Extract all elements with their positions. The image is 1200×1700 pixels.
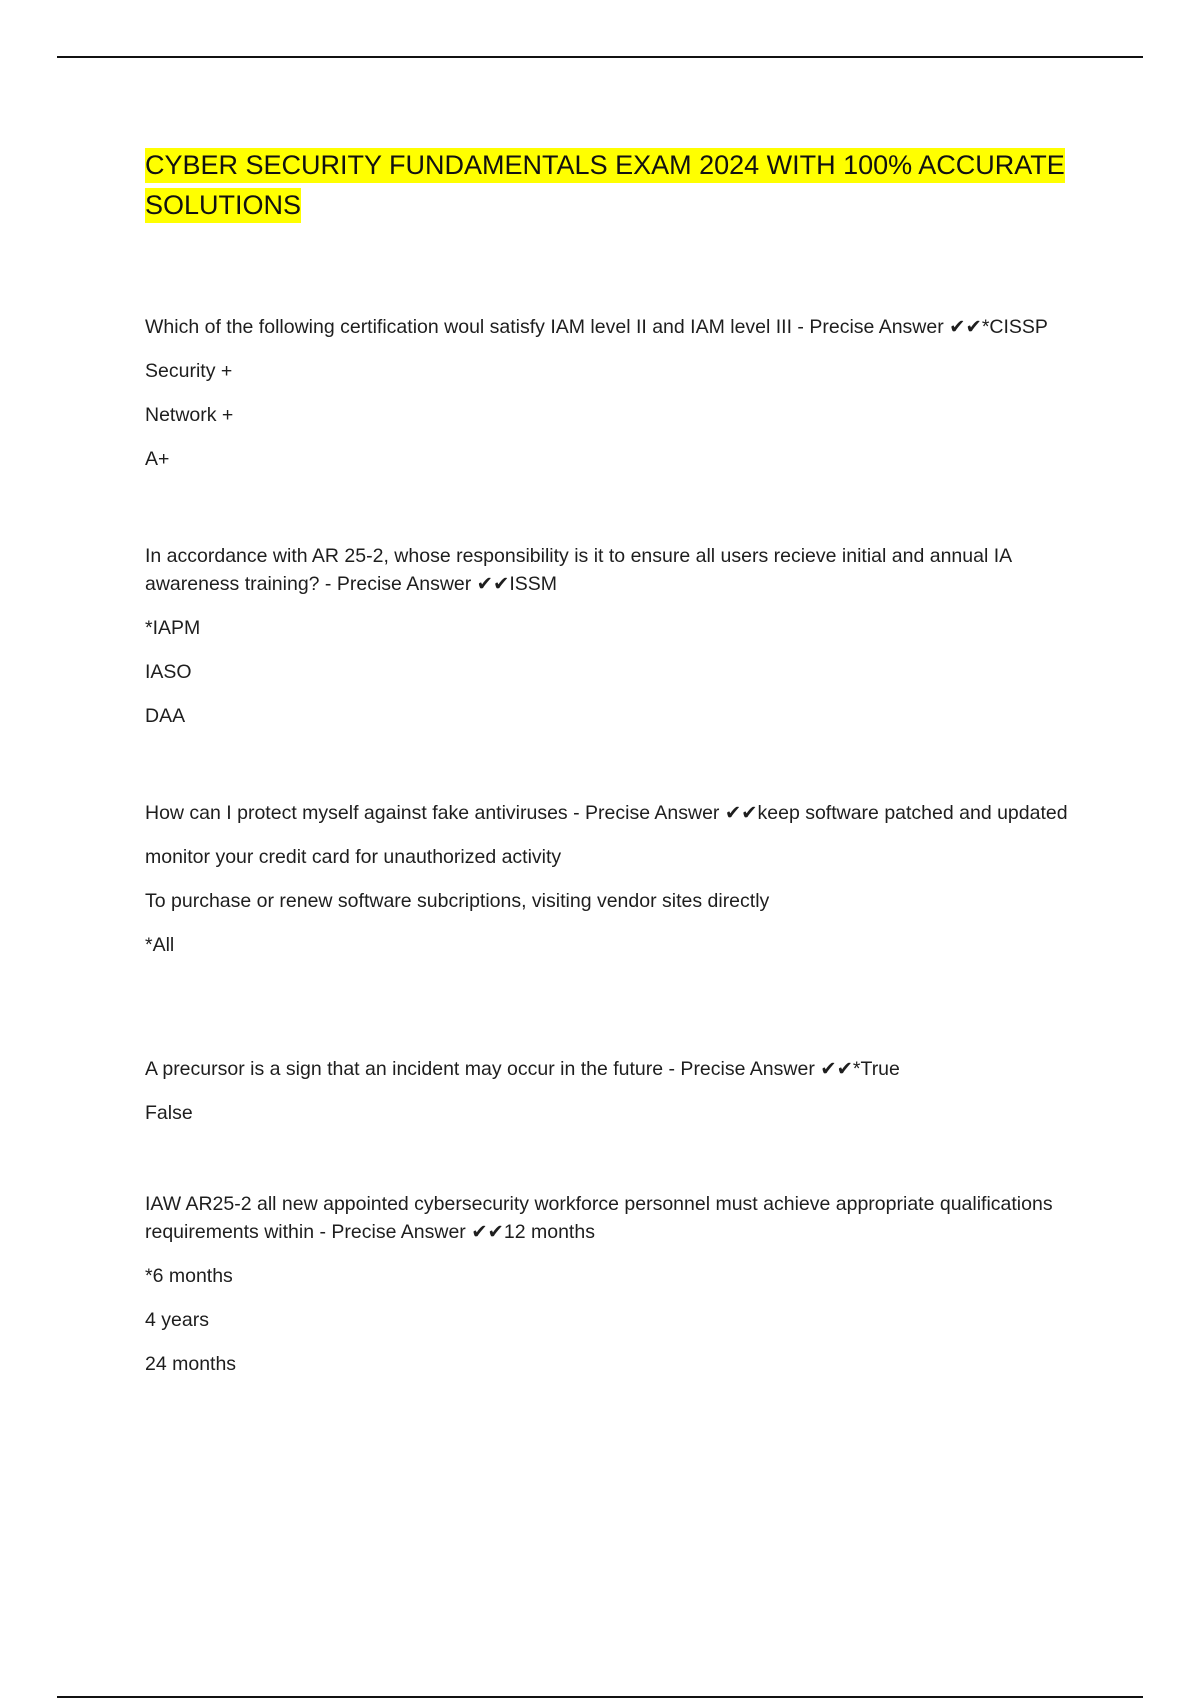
answer-option: Network + xyxy=(145,404,234,426)
answer-option: *IAPM xyxy=(145,617,201,639)
question-block-4 xyxy=(145,1055,1095,1127)
header-rule xyxy=(57,56,1143,58)
question-text: IAW AR25-2 all new appointed cybersecurity workforce personnel must achieve appropriate qualifications requirements within - Precise Answer ✔✔12 months xyxy=(145,1193,1053,1243)
answer-option: To purchase or renew software subcriptions, visiting vendor sites directly xyxy=(145,890,770,912)
question-block-3 xyxy=(145,799,1095,959)
answer-option: Security + xyxy=(145,360,233,382)
question-block-1 xyxy=(145,313,1095,473)
answer-option: *All xyxy=(145,934,175,956)
answer-option: 24 months xyxy=(145,1353,237,1375)
answer-option: 4 years xyxy=(145,1309,209,1331)
answer-option: False xyxy=(145,1102,193,1124)
question-text: How can I protect myself against fake antiviruses - Precise Answer ✔✔keep software patched and updated xyxy=(145,802,1068,824)
answer-option: A+ xyxy=(145,448,170,470)
question-text: Which of the following certification woul satisfy IAM level II and IAM level III - Precise Answer ✔✔*CISSP xyxy=(145,316,1048,338)
question-block-5 xyxy=(145,1190,1095,1378)
answer-option: *6 months xyxy=(145,1265,233,1287)
title-highlight: CYBER SECURITY FUNDAMENTALS EXAM 2024 WITH 100% ACCURATE SOLUTIONS xyxy=(145,148,1065,223)
answer-option: IASO xyxy=(145,661,192,683)
answer-option: DAA xyxy=(145,705,186,727)
question-text: In accordance with AR 25-2, whose responsibility is it to ensure all users recieve initial and annual IA awareness training? - Precise Answer ✔✔ISSM xyxy=(145,545,1012,595)
question-text: A precursor is a sign that an incident may occur in the future - Precise Answer ✔✔*True xyxy=(145,1058,900,1080)
footer-rule xyxy=(57,1696,1143,1698)
question-block-2 xyxy=(145,542,1095,730)
answer-option: monitor your credit card for unauthorized activity xyxy=(145,846,562,868)
document-title xyxy=(145,145,1085,225)
